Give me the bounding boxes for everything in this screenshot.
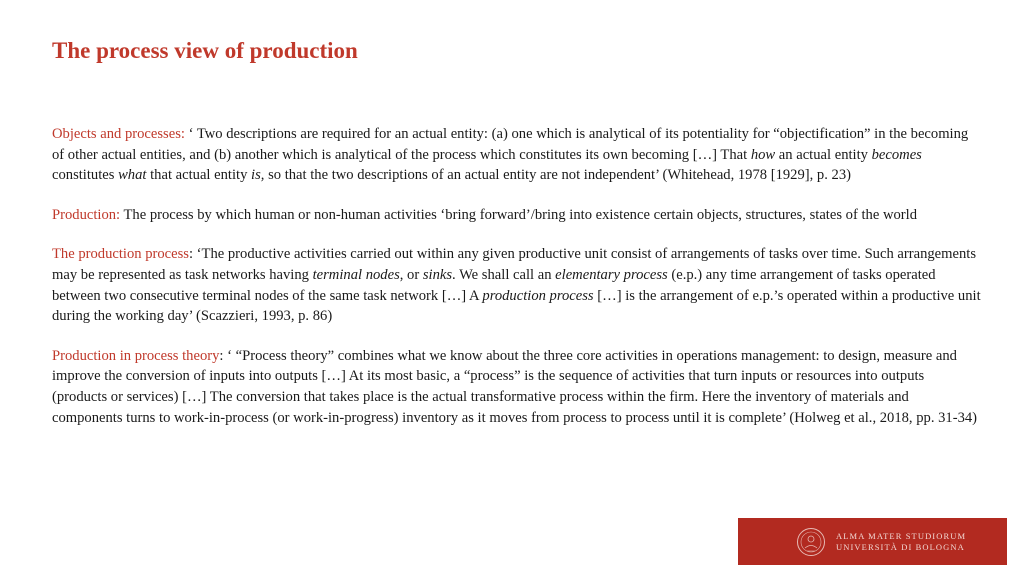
italic-text: elementary process [555,266,668,283]
paragraph-text: so that the two descriptions of an actual entity are not independent’ (Whitehead, 1978 [1929], p. 23) [264,167,851,184]
paragraph-text: […] is the arrangement of e.p.’s operated within a productive unit during the working day’ (Scazzieri, 1993, p. 86) [52,287,981,325]
paragraph [52,244,982,326]
paragraph-term: Objects and processes: [52,126,185,142]
italic-text: becomes [871,146,922,163]
slide-body [52,124,982,447]
paragraph-term: Production: [52,206,121,223]
paragraph-text: , or [399,266,423,283]
italic-text: sinks [422,266,453,283]
paragraph-text: : ‘The productive activities carried out within any given productive unit consist of arrangements of tasks over time. Such arrangements may be represented as task networks having [52,246,977,283]
paragraph [52,205,982,226]
paragraph-text: (e.p.) any time arrangement of tasks operated between two consecutive terminal nodes of the same task network […] A [52,266,936,304]
paragraph [52,346,982,428]
university-seal-icon [796,527,826,557]
paragraph-text: ‘ Two descriptions are required for an actual entity: (a) one which is analytical of its potentiality for “objectification” in the becoming of other actual entities, and (b) another which is analytical of the process which constitutes its own becoming […] That [52,126,969,163]
italic-text: how [750,146,776,163]
italic-text: is, [251,167,265,184]
paragraph-text: The process by which human or non-human activities ‘bring forward’/bring into existence certain objects, structures, states of the world [120,206,918,223]
paragraph-text: . We shall call an [452,266,556,283]
logo-text [836,531,966,553]
paragraph [52,124,982,186]
italic-text: terminal nodes [312,266,400,283]
paragraph-text: : ‘ “Process theory” combines what we know about the three core activities in operations management: to design, measure and improve the conversion of inputs into outputs […] At its most basic, a “process” is the sequence of activities that turn inputs or resources into outputs (products or services) […] The conversion that takes place is the actual transformative process within the firm. Here the inventory of materials and components turns to work-in-process (or work-in-progress) inventory as it moves from process to process until it is complete’ (Holweg et al., 2018, pp. 31-34) [52,347,978,426]
university-logo [738,518,1007,565]
italic-text: what [118,167,147,184]
italic-text: production process [482,287,594,304]
paragraph-term: The production process [52,246,189,263]
paragraph-text: constitutes [52,167,119,184]
paragraph-text: that actual entity [146,167,252,184]
page-title: The process view of production [52,38,358,63]
logo-line-2: UNIVERSITÀ DI BOLOGNA [836,541,965,552]
paragraph-text: an actual entity [775,146,872,163]
paragraph-term: Production in process theory [52,347,220,364]
logo-line-1: ALMA MATER STUDIORUM [836,530,967,541]
